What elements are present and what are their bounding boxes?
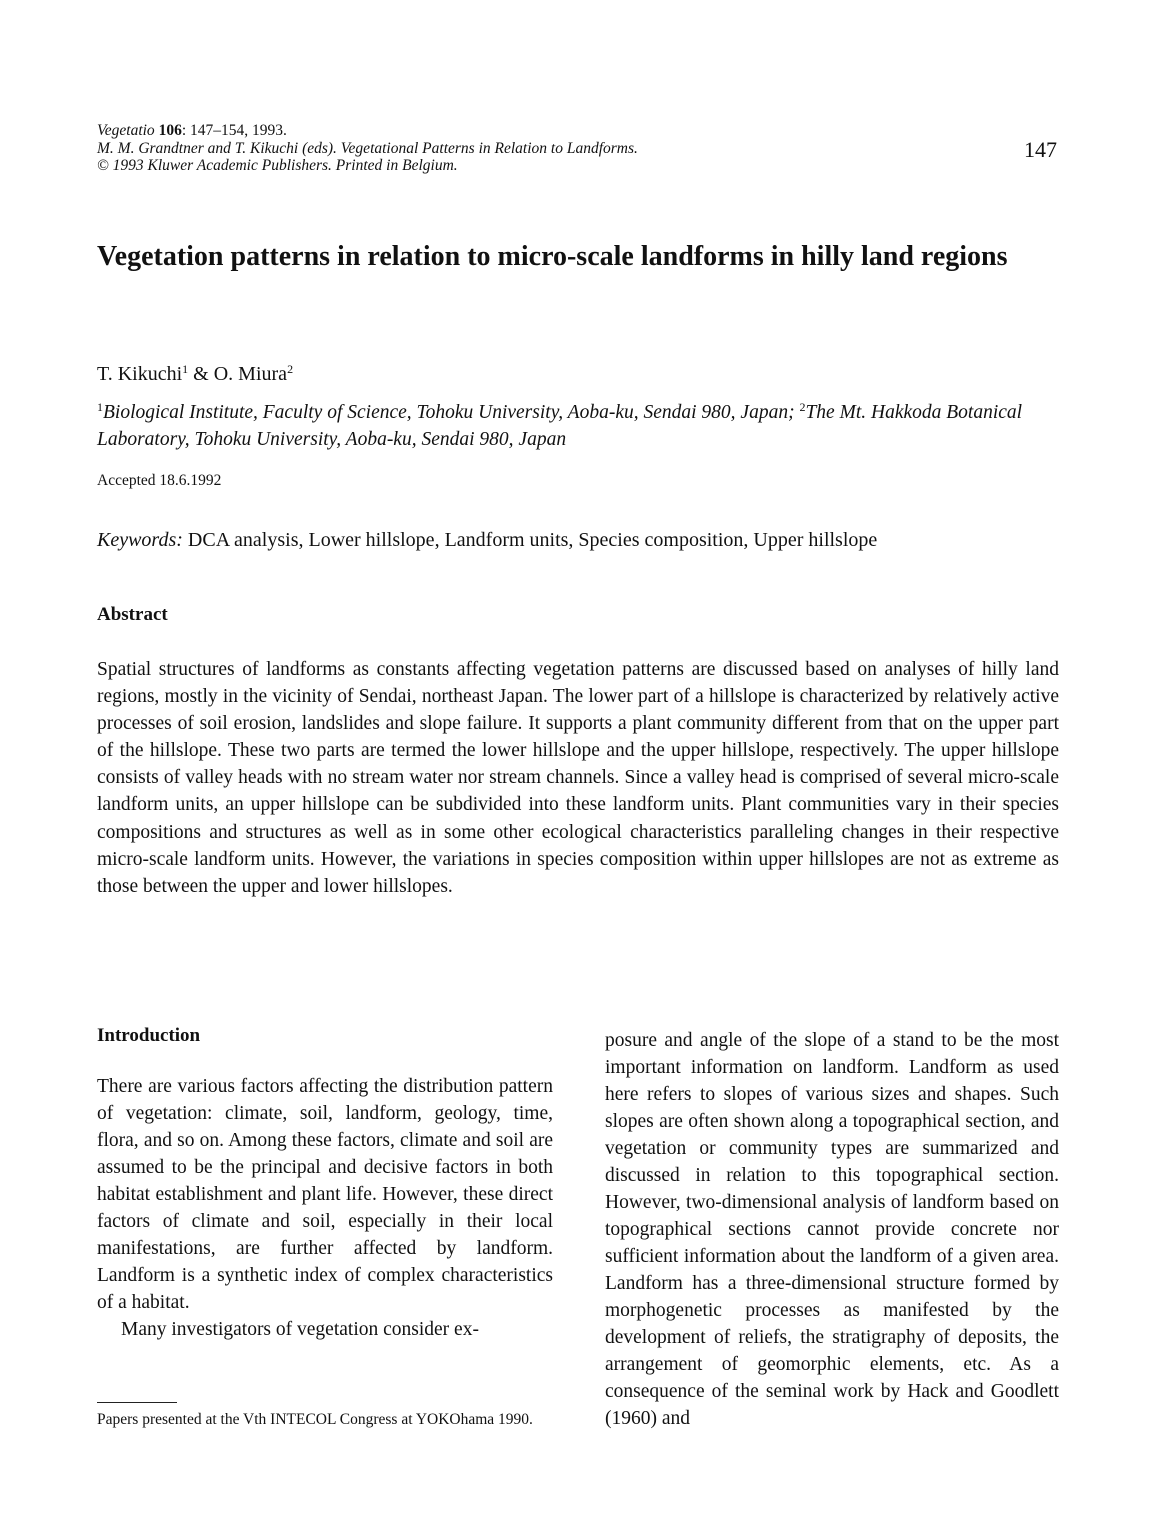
section-heading: Introduction [97,1025,201,1046]
citation-line [97,122,638,140]
keywords-line [97,529,877,552]
page-number: 147 [1024,137,1057,162]
left-column [97,1025,553,1343]
affiliation-mark: 1 [182,362,189,376]
author-separator: & [188,363,214,385]
pages-year: : 147–154, 1993. [181,122,287,139]
accepted-date: Accepted 18.6.1992 [97,472,222,489]
author-name: T. Kikuchi [97,363,183,385]
body-paragraph: Many investigators of vegetation consider ex- [121,1319,479,1340]
right-column [605,1027,1059,1432]
editors-line: M. M. Grandtner and T. Kikuchi (eds). Vegetational Patterns in Relation to Landforms. [97,139,638,157]
abstract-text: Spatial structures of landforms as constants affecting vegetation patterns are discussed based on analyses of hilly land regions, mostly in the vicinity of Sendai, northeast Japan. The lower part of a hillslope is characterized by relatively active processes of soil erosion, landslides and slope failure. It supports a plant community different from that on the upper part of the hillslope. These two parts are termed the lower hillslope and the upper hillslope, respectively. The upper hillslope consists of valley heads with no stream water nor stream channels. Since a valley head is comprised of several micro-scale landform units, an upper hillslope can be subdivided into these landform units. Plant communities vary in their species compositions and structures as well as in some other ecological characteristics paralleling changes in their respective micro-scale landform units. However, the variations in species composition within upper hillslopes are not as extreme as those between the upper and lower hillslopes. [97,659,1059,897]
affiliation-mark: 2 [287,362,294,376]
body-paragraph: There are various factors affecting the distribution pattern of vegetation: climate, soil, landform, geology, time, flora, and so on. Among these factors, climate and soil are assumed to be the principal and decisive factors in both habitat establishment and plant life. However, these direct factors of climate and soil, especially in their local manifestations, are further affected by landform. Landform is a synthetic index of complex characteristics of a habitat. [97,1076,553,1313]
journal-header [97,122,638,175]
author-line [97,362,293,386]
affiliation-mark: 1 [97,400,103,414]
affiliation-mark: 2 [799,400,806,414]
abstract-heading: Abstract [97,604,168,625]
footnote-divider [97,1402,177,1403]
affiliation-text: The Mt. Hakkoda Botanical Laboratory, Tohoku University, Aoba-ku, Sendai 980, Japan [97,402,1023,450]
paper-title: Vegetation patterns in relation to micro-scale landforms in hilly land regions [97,241,1008,272]
author-name: O. Miura [213,363,288,385]
keywords-label: Keywords: [97,529,183,551]
keywords-text: DCA analysis, Lower hillslope, Landform units, Species composition, Upper hillslope [187,529,878,551]
affiliation-text: Biological Institute, Faculty of Science, Tohoku University, Aoba-ku, Sendai 980, Japan; [103,402,795,423]
footnote: Papers presented at the Vth INTECOL Congress at YOKOhama 1990. [97,1411,533,1428]
body-paragraph: posure and angle of the slope of a stand to be the most important information on landform. Landform as used here refers to slopes of various sizes and shapes. Such slopes are often shown along a topographical section, and vegetation or community types are summarized and discussed in relation to this topographical section. However, two-dimensional analysis of landform based on topographical sections cannot provide concrete nor sufficient information about the landform of a given area. Landform has a three-dimensional structure formed by morphogenetic processes as manifested by the development of reliefs, the stratigraphy of deposits, the arrangement of geomorphic elements, etc. As a consequence of the seminal work by Hack and Goodlett (1960) and [605,1030,1059,1429]
journal-name: Vegetatio [97,122,155,139]
volume-number: 106 [158,122,182,139]
copyright-line: © 1993 Kluwer Academic Publishers. Printed in Belgium. [97,157,458,174]
affiliations [97,394,1057,453]
